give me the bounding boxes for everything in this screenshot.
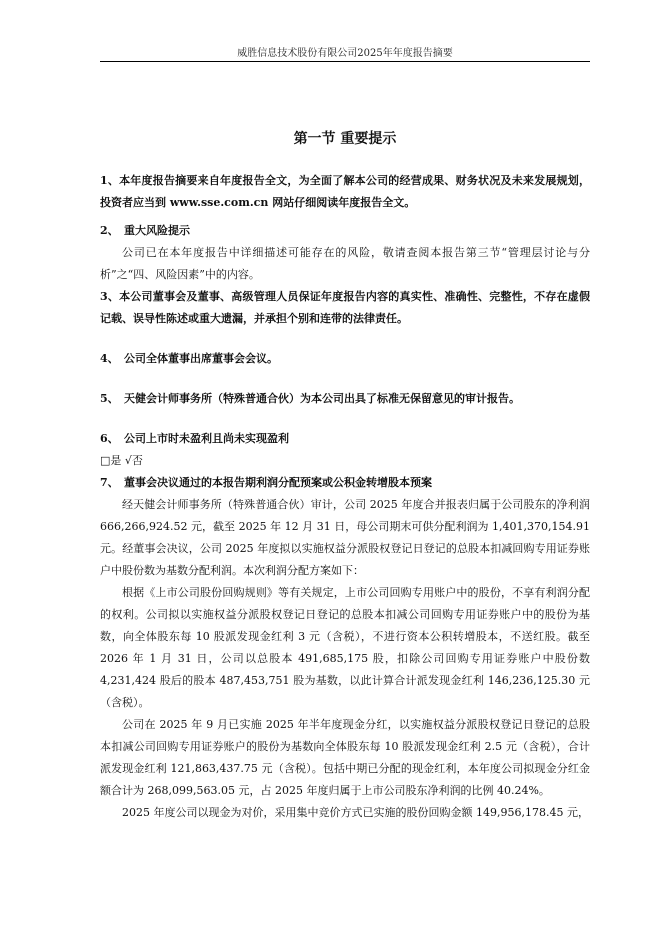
item-2 [100,220,590,242]
item-6 [100,428,590,450]
section-title: 第一节 重要提示 [293,131,397,147]
item-7 [100,472,590,494]
item-text: 董事会决议通过的本报告期利润分配预案或公积金转增股本预案 [124,476,432,489]
item-number: 4、 [100,352,119,365]
item-text: 重大风险提示 [124,224,190,237]
item-4 [100,348,590,370]
item-text: 公司全体董事出席董事会会议。 [124,352,278,365]
item-text: 天健会计师事务所（特殊普通合伙）为本公司出具了标准无保留意见的审计报告。 [124,392,520,405]
item-number: 3、 [100,290,120,303]
risk-note-paragraph: 公司已在本年度报告中详细描述可能存在的风险，敬请查阅本报告第三节“管理层讨论与分析”之“四、风险因素”中的内容。 [100,246,590,281]
item-number: 2、 [100,224,119,237]
dividend-plan-paragraph: 根据《上市公司股份回购规则》等有关规定，上市公司回购专用账户中的股份，不享有利润分配的权利。公司拟以实施权益分派股权登记日登记的总股本扣减公司回购专用证券账户中的股份为基数，向全体股东每 10 股派发现金红利 3 元（含税），不进行资本公积转增股本，不送红股。截至 2026 年 1 月 31 日，公司以总股本 491,685,175 股，扣除公司回购专用证券账户中股份数 4,231,424 股后的股本 487,453,751 股为基数，以此计算合计派发现金红利 146,236,125.30 元（含税）。 [100,586,590,709]
interim-dividend-paragraph: 公司在 2025 年 9 月已实施 2025 年半年度现金分红，以实施权益分派股权登记日登记的总股本扣减公司回购专用证券账户的股份为基数向全体股东每 10 股派发现金红利 2.5 元（含税），合计派发现金红利 121,863,437.75 元（含税）。包括中期已分配的现金红利，本年度公司拟现金分红金额合计为 268,099,563.05 元，占 2025 年度归属于上市公司股东净利润的比例 40.24%。 [100,718,590,797]
item-1 [100,170,590,214]
buyback-paragraph: 2025 年度公司以现金为对价，采用集中竞价方式已实施的股份回购金额 149,956,178.45 元， [122,806,589,819]
audit-paragraph: 经天健会计师事务所（特殊普通合伙）审计，公司 2025 年度合并报表归属于公司股东的净利润 666,266,924.52 元，截至 2025 年 12 月 31 日，母公司期末可供分配利润为 1,401,370,154.91 元。经董事会决议，公司 2025 年度拟以实施权益分派股权登记日登记的总股本扣减回购专用证券账户中股份数为基数分配利润。本次利润分配方案如下： [100,498,590,577]
item-3 [100,286,590,330]
item-number: 7、 [100,476,119,489]
item-text: 本公司董事会及董事、高级管理人员保证年度报告内容的真实性、准确性、完整性，不存在虚假记载、误导性陈述或重大遗漏，并承担个别和连带的法律责任。 [100,290,590,325]
item-number: 5、 [100,392,119,405]
header-divider [100,61,590,62]
item-number: 6、 [100,432,119,445]
item-text: 公司上市时未盈利且尚未实现盈利 [124,432,289,445]
item-5 [100,388,590,410]
item-text: 本年度报告摘要来自年度报告全文，为全面了解本公司的经营成果、财务状况及未来发展规划，投资者应当到 www.sse.com.cn 网站仔细阅读年度报告全文。 [100,174,590,209]
document-body [100,170,590,824]
profit-options-checkbox: □是 √否 [100,454,143,467]
page-header: 威胜信息技术股份有限公司2025年年度报告摘要 [237,48,453,59]
item-number: 1、 [100,174,120,187]
